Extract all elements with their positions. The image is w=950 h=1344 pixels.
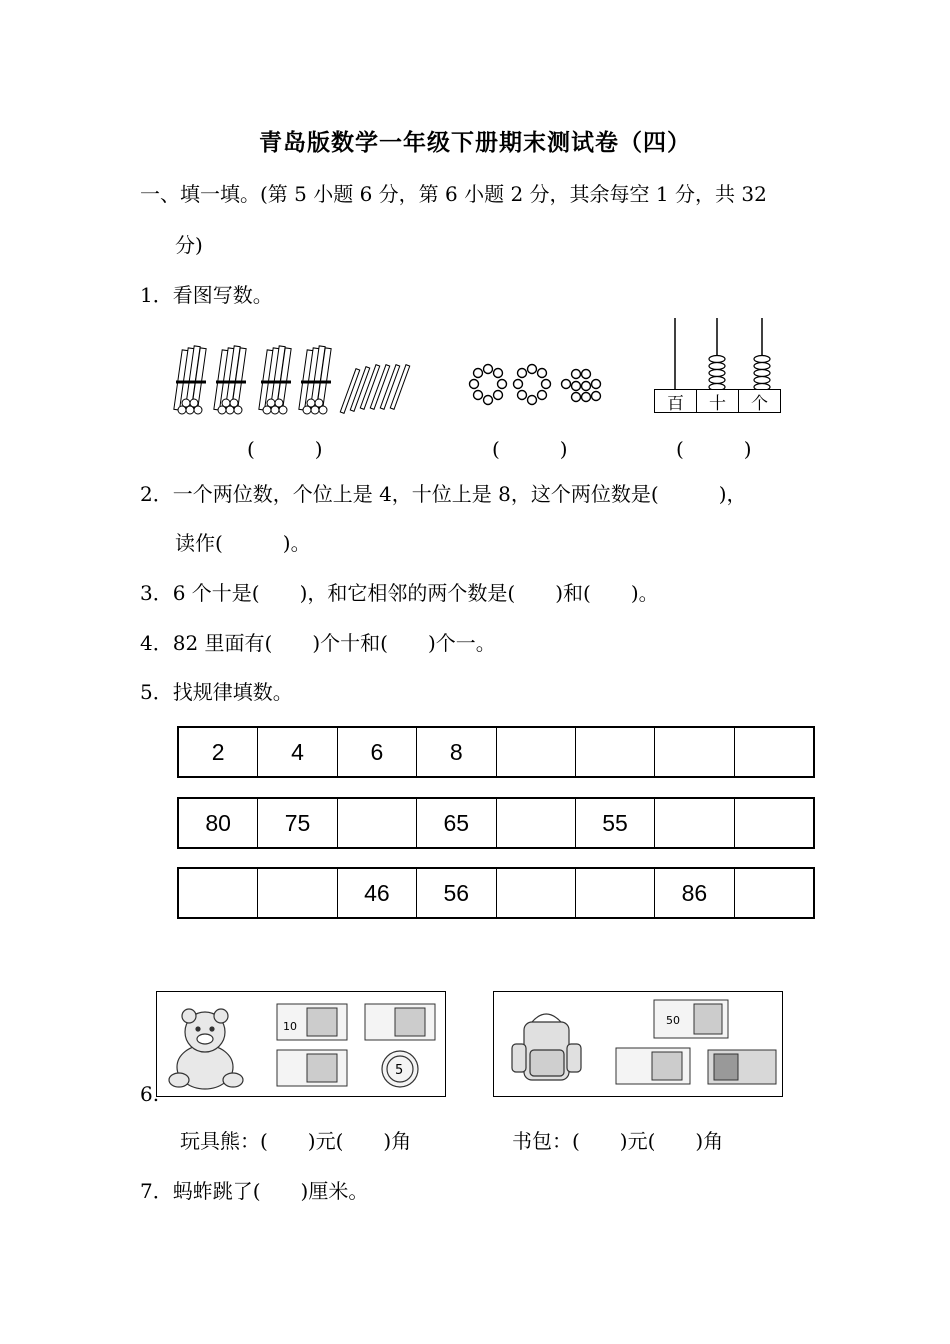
school-bag-panel: [493, 991, 783, 1097]
pattern-cell[interactable]: 56: [417, 869, 496, 917]
teddy-bear-icon: [169, 1009, 243, 1089]
pattern-cell[interactable]: [735, 728, 813, 776]
pattern-cell[interactable]: [576, 869, 655, 917]
answer-blank-beads[interactable]: ( ): [492, 437, 568, 461]
pattern-cell[interactable]: 65: [417, 799, 496, 847]
pattern-cell[interactable]: 55: [576, 799, 655, 847]
question-6-number: 6.: [140, 1082, 160, 1106]
question-2-line2: 读作( )。: [175, 531, 311, 555]
pattern-cell[interactable]: [497, 869, 576, 917]
pattern-cell[interactable]: [655, 728, 734, 776]
svg-text:50: 50: [666, 1014, 680, 1027]
question-5-text: 5．找规律填数。: [140, 680, 293, 704]
abacus-image: [652, 316, 782, 390]
svg-text:10: 10: [283, 1020, 297, 1033]
stick-bundles-image: [170, 340, 420, 420]
pattern-cell[interactable]: [735, 799, 813, 847]
question-2-line1: 2．一个两位数，个位上是 4，十位上是 8，这个两位数是( )，: [140, 482, 747, 506]
ones-label: 个: [751, 393, 768, 414]
toy-bear-panel: [156, 991, 446, 1097]
banknote-10-icon: [277, 1004, 347, 1040]
bead-rings-image: [468, 362, 608, 412]
pattern-row-1: [177, 726, 815, 778]
pattern-cell[interactable]: 46: [338, 869, 417, 917]
question-1-text: 1．看图写数。: [140, 283, 273, 307]
tens-label: 十: [697, 390, 739, 412]
pattern-cell[interactable]: [497, 799, 576, 847]
pattern-cell[interactable]: [735, 869, 813, 917]
banknote-icon: [277, 1050, 347, 1086]
banknote-50-icon: [654, 1000, 728, 1038]
bundle-3: [259, 346, 291, 414]
bundle-2: [214, 346, 246, 414]
page-title: 青岛版数学一年级下册期末测试卷（四）: [259, 130, 691, 156]
bundle-1: [174, 346, 206, 414]
banknote-icon: [365, 1004, 435, 1040]
question-7-text: 7．蚂蚱跳了( )厘米。: [140, 1179, 369, 1203]
answer-blank-sticks[interactable]: ( ): [247, 437, 323, 461]
backpack-icon: [512, 1014, 581, 1080]
toy-bear-answer[interactable]: 玩具熊：( )元( )角: [180, 1129, 412, 1153]
hundreds-label: 百: [655, 390, 697, 412]
banknote-icon: [708, 1050, 776, 1084]
section-heading-cont: 分): [175, 233, 203, 257]
pattern-cell[interactable]: 6: [338, 728, 417, 776]
loose-sticks: [340, 365, 409, 414]
school-bag-answer[interactable]: 书包：( )元( )角: [512, 1129, 724, 1153]
svg-text:5: 5: [395, 1063, 404, 1078]
pattern-cell[interactable]: [497, 728, 576, 776]
pattern-cell[interactable]: 4: [258, 728, 337, 776]
coin-5-icon: [382, 1051, 418, 1087]
pattern-cell[interactable]: [258, 869, 337, 917]
section-heading: 一、填一填。(第 5 小题 6 分，第 6 小题 2 分，其余每空 1 分，共 32: [140, 182, 767, 206]
bundle-4: [299, 346, 331, 414]
pattern-cell[interactable]: 80: [179, 799, 258, 847]
question-3-text: 3．6 个十是( )，和它相邻的两个数是( )和( )。: [140, 581, 659, 605]
pattern-row-3: [177, 867, 815, 919]
pattern-cell[interactable]: 86: [655, 869, 734, 917]
pattern-cell[interactable]: 75: [258, 799, 337, 847]
answer-blank-abacus[interactable]: ( ): [676, 437, 752, 461]
pattern-cell[interactable]: 2: [179, 728, 258, 776]
school-bag-money-image: [494, 992, 782, 1096]
banknote-icon: [616, 1048, 690, 1084]
pattern-row-2: [177, 797, 815, 849]
pattern-cell[interactable]: [655, 799, 734, 847]
pattern-cell[interactable]: [576, 728, 655, 776]
abacus-place-labels: [654, 389, 781, 413]
pattern-cell[interactable]: 8: [417, 728, 496, 776]
question-4-text: 4．82 里面有( )个十和( )个一。: [140, 631, 496, 655]
pattern-cell[interactable]: [338, 799, 417, 847]
pattern-cell[interactable]: [179, 869, 258, 917]
toy-bear-money-image: [157, 992, 445, 1096]
